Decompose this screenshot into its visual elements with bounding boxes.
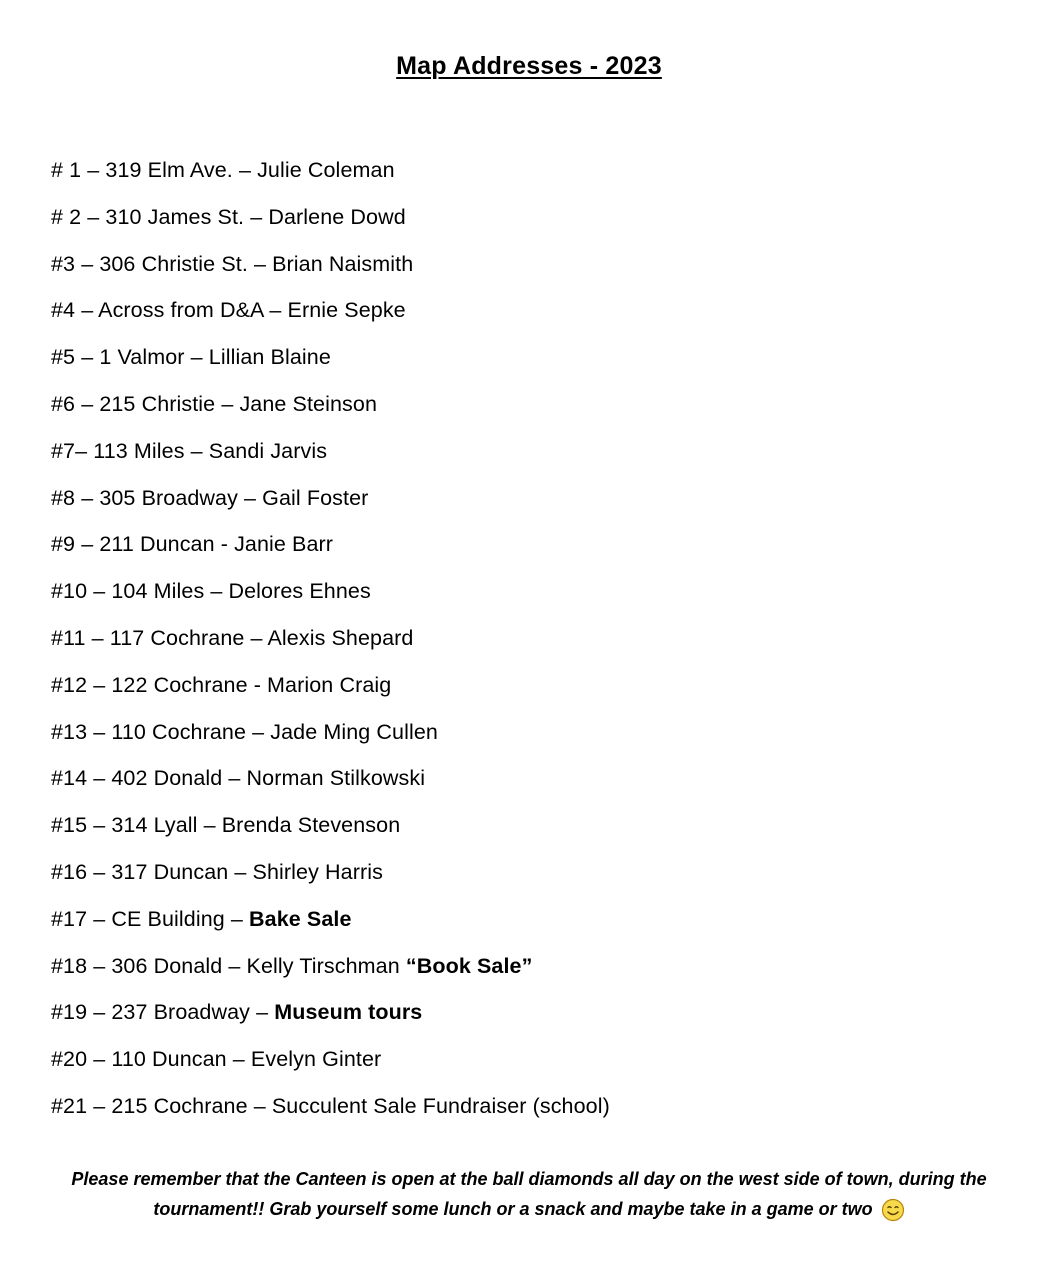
entry-text: #15 – 314 Lyall – Brenda Stevenson: [51, 813, 401, 838]
canteen-note: [40, 1164, 1018, 1224]
smiley-face-icon: [881, 1198, 905, 1222]
entry-text: # 1 – 319 Elm Ave. – Julie Coleman: [51, 158, 395, 182]
entry-text: #14 – 402 Donald – Norman Stilkowski: [51, 766, 426, 791]
list-item: [51, 670, 610, 717]
entry-text: #8 – 305 Broadway – Gail Foster: [51, 485, 369, 510]
list-item: [51, 763, 610, 810]
list-item: [51, 717, 610, 764]
list-item: [51, 857, 610, 904]
entry-highlight: “Book Sale”: [405, 953, 533, 978]
page-title: Map Addresses - 2023: [396, 52, 662, 80]
entry-highlight: Museum tours: [274, 1000, 423, 1025]
entry-text: #10 – 104 Miles – Delores Ehnes: [51, 579, 371, 604]
entry-text: #21 – 215 Cochrane – Succulent Sale Fundraiser (school): [51, 1093, 610, 1118]
entry-text: #17 – CE Building –: [51, 906, 250, 931]
list-item: [51, 342, 610, 389]
entry-text: #4 – Across from D&A – Ernie Sepke: [51, 298, 406, 323]
list-item: [51, 155, 610, 202]
entry-highlight: Bake Sale: [249, 906, 352, 931]
list-item: [51, 389, 610, 436]
entry-text: #3 – 306 Christie St. – Brian Naismith: [51, 251, 414, 276]
entry-text: #12 – 122 Cochrane - Marion Craig: [51, 672, 392, 697]
entry-text: #18 – 306 Donald – Kelly Tirschman: [51, 953, 406, 978]
list-item: [51, 202, 610, 249]
address-list: [51, 155, 610, 1138]
entry-text: #16 – 317 Duncan – Shirley Harris: [51, 859, 383, 884]
list-item: [51, 576, 610, 623]
list-item: [51, 951, 610, 998]
entry-text: #11 – 117 Cochrane – Alexis Shepard: [51, 625, 414, 650]
list-item: [51, 623, 610, 670]
entry-text: #5 – 1 Valmor – Lillian Blaine: [51, 345, 331, 370]
list-item: [51, 997, 610, 1044]
list-item: [51, 249, 610, 296]
list-item: [51, 810, 610, 857]
list-item: [51, 1091, 610, 1138]
canteen-note-text: Please remember that the Canteen is open at the ball diamonds all day on the west side of town, during the tournament!! Grab yourself some lunch or a snack and maybe take in a game or two: [71, 1169, 987, 1219]
entry-text: #9 – 211 Duncan - Janie Barr: [51, 532, 334, 557]
list-item: [51, 904, 610, 951]
list-item: [51, 529, 610, 576]
entry-text: #20 – 110 Duncan – Evelyn Ginter: [51, 1047, 382, 1072]
entry-text: #19 – 237 Broadway –: [51, 1000, 275, 1025]
list-item: [51, 295, 610, 342]
entry-text: # 2 – 310 James St. – Darlene Dowd: [51, 204, 406, 229]
entry-text: #13 – 110 Cochrane – Jade Ming Cullen: [51, 719, 438, 744]
list-item: [51, 483, 610, 530]
list-item: [51, 436, 610, 483]
entry-text: #6 – 215 Christie – Jane Steinson: [51, 391, 378, 416]
list-item: [51, 1044, 610, 1091]
entry-text: #7– 113 Miles – Sandi Jarvis: [51, 438, 328, 463]
